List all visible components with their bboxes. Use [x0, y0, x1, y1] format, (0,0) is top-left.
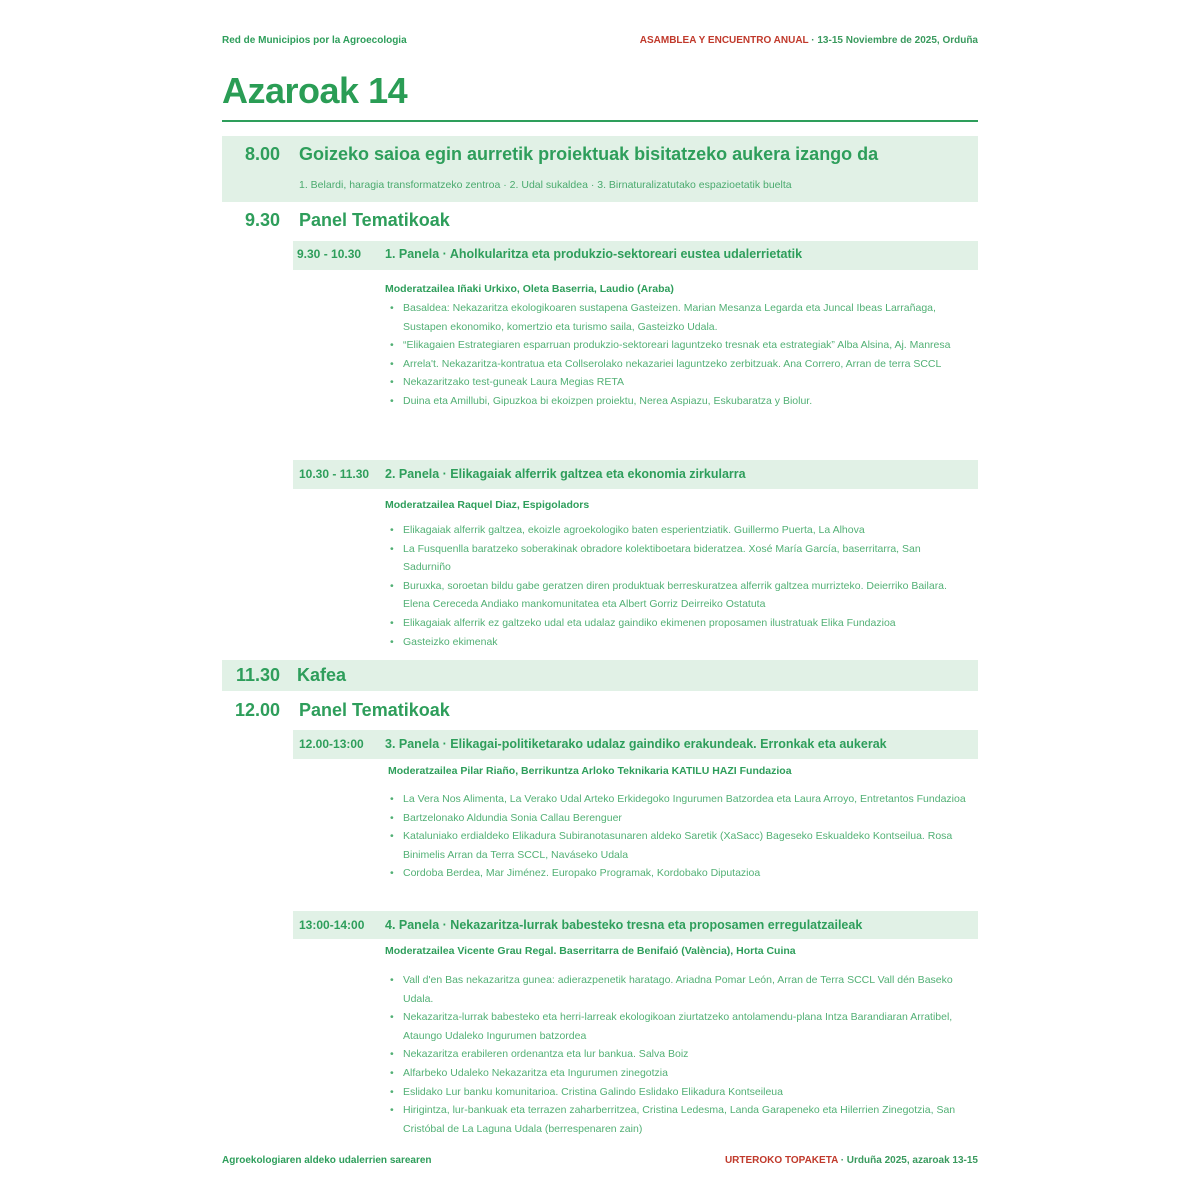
panel-2-moderator: Moderatzailea Raquel Diaz, Espigoladors: [385, 499, 590, 511]
footer-event: [725, 1155, 978, 1166]
session-1200-heading: Panel Tematikoak: [299, 700, 450, 720]
list-item: • Cordoba Berdea, Mar Jiménez. Europako Programak, Kordobako Diputazioa: [387, 864, 967, 883]
list-item: • La Fusquenlla baratzeko soberakinak obradore kolektiboetara bideratzea. Xosé María García, baserritarra, San Sadurniño: [387, 540, 967, 577]
session-1130-heading: Kafea: [297, 665, 347, 685]
list-item: • Alfarbeko Udaleko Nekazaritza eta Ingurumen zinegotzia: [387, 1064, 967, 1083]
event-info: [640, 35, 978, 46]
panel-3-time: 12.00-13:00: [299, 737, 364, 751]
list-item: • Elikagaiak alferrik ez galtzeko udal eta udalaz gaindiko ekimenen proposamen ilustratuak Elika Fundazioa: [387, 614, 967, 633]
list-item: • Nekazaritza-lurrak babesteko eta herri-larreak ekologikoan ziurtatzeko antolamendu-plana Intza Barandiaran Arratibel, Ataungo Udaleko Ingurumen batzordea: [387, 1008, 967, 1045]
session-930-heading: Panel Tematikoak: [299, 210, 450, 230]
panel-2-heading: 2. Panela · Elikagaiak alferrik galtzea eta ekonomia zirkularra: [385, 467, 746, 481]
session-800-visits: 1. Belardi, haragia transformatzeko zentroa · 2. Udal sukaldea · 3. Birnaturalizatutako espazioetatik buelta: [299, 179, 792, 191]
panel-3-moderator: Moderatzailea Pilar Riaño, Berrikuntza Arloko Teknikaria KATILU HAZI Fundazioa: [388, 765, 792, 777]
network-name: Red de Municipios por la Agroecologia: [222, 35, 407, 46]
list-item: • Hirigintza, lur-bankuak eta terrazen zaharberritzea, Cristina Ledesma, Landa Garapeneko eta Hilerrien Zinegotzia, San Cristóbal de La Laguna Udala (berrespenaren zain): [387, 1101, 967, 1138]
list-item: • Nekazaritza erabileren ordenantza eta lur bankua. Salva Boiz: [387, 1045, 967, 1064]
list-item: • La Vera Nos Alimenta, La Verako Udal Arteko Erkidegoko Ingurumen Batzordea eta Laura Arroyo, Entretantos Fundazioa: [387, 790, 967, 809]
session-800-heading: Goizeko saioa egin aurretik proiektuak bisitatzeko aukera izango da: [299, 144, 879, 164]
panel-4-time: 13:00-14:00: [299, 918, 365, 932]
panel-3-heading: 3. Panela · Elikagai-politiketarako udalaz gaindiko erakundeak. Erronkak eta aukerak: [385, 737, 887, 751]
session-1200-time: 12.00: [234, 700, 280, 720]
panel-1-heading: 1. Panela · Aholkularitza eta produkzio-sektoreari eustea udalerrietatik: [385, 247, 803, 261]
session-930-time: 9.30: [244, 210, 280, 230]
list-item: • Bartzelonako Aldundia Sonia Callau Berenguer: [387, 809, 967, 828]
title-rule: [222, 120, 978, 122]
panel-4-heading: 4. Panela · Nekazaritza-lurrak babesteko tresna eta proposamen erregulatzaileak: [385, 918, 863, 932]
panel-1-moderator: Moderatzailea Iñaki Urkixo, Oleta Baserria, Laudio (Araba): [385, 283, 674, 295]
list-item: • Kataluniako erdialdeko Elikadura Subiranotasunaren aldeko Saretik (XaSacc) Bageseko Eskualdeko Kontseilua. Rosa Binimelis Arran da Terra SCCL, Naváseko Udala: [387, 827, 967, 864]
list-item: • Vall d'en Bas nekazaritza gunea: adierazpenetik haratago. Ariadna Pomar León, Arran de Terra SCCL Vall dén Baseko Udala.: [387, 971, 967, 1008]
panel-1-speakers: [387, 299, 967, 411]
panel-1-time: 9.30 - 10.30: [297, 247, 362, 261]
list-item: • Basaldea: Nekazaritza ekologikoaren sustapena Gasteizen. Marian Mesanza Legarda eta Juncal Ibeas Larrañaga, Sustapen ekonomiko, komertzio eta turismo saila, Gasteizko Udala.: [387, 299, 967, 336]
footer-event-date: · Urduña 2025, azaroak 13-15: [837, 1155, 978, 1166]
panel-4-moderator: Moderatzailea Vicente Grau Regal. Baserritarra de Benifaió (València), Horta Cuina: [385, 945, 796, 957]
event-date-place: · 13-15 Noviembre de 2025, Orduña: [808, 35, 978, 46]
program-page: [222, 0, 978, 1200]
list-item: • Duina eta Amillubi, Gipuzkoa bi ekoizpen proiektu, Nerea Aspiazu, Eskubaratza y Biolur.: [387, 392, 967, 411]
panel-2-time: 10.30 - 11.30: [299, 467, 370, 481]
list-item: • Gasteizko ekimenak: [387, 633, 967, 652]
session-800-time: 8.00: [244, 144, 280, 164]
list-item: • Eslidako Lur banku komunitarioa. Cristina Galindo Eslidako Elikadura Kontseileua: [387, 1083, 967, 1102]
panel-3-speakers: [387, 790, 967, 883]
list-item: • Arrela't. Nekazaritza-kontratua eta Collserolako nekazariei laguntzeko zerbitzuak. Ana Correro, Arran de terra SCCL: [387, 355, 967, 374]
list-item: • Elikagaiak alferrik galtzea, ekoizle agroekologiko baten esperientziatik. Guillermo Puerta, La Alhova: [387, 521, 967, 540]
page-title: Azaroak 14: [222, 70, 408, 111]
session-1130-time: 11.30: [235, 665, 280, 685]
footer-event-name: URTEROKO TOPAKETA: [724, 1155, 838, 1166]
panel-4-speakers: [387, 971, 967, 1138]
panel-2-speakers: [387, 521, 967, 651]
list-item: • “Elikagaien Estrategiaren esparruan produkzio-sektoreari laguntzeko tresnak eta estrategiak” Alba Alsina, Aj. Manresa: [387, 336, 967, 355]
footer-network: Agroekologiaren aldeko udalerrien sarearen: [222, 1155, 432, 1166]
list-item: • Buruxka, soroetan bildu gabe geratzen diren produktuak berreskuratzea alferrik galtzea murrizteko. Deierriko Bailara. Elena Cereceda Andiako mankomunitatea eta Albert Gorriz Deirreiko Ostatuta: [387, 577, 967, 614]
event-name: ASAMBLEA Y ENCUENTRO ANUAL: [639, 35, 809, 46]
list-item: • Nekazaritzako test-guneak Laura Megias RETA: [387, 373, 967, 392]
